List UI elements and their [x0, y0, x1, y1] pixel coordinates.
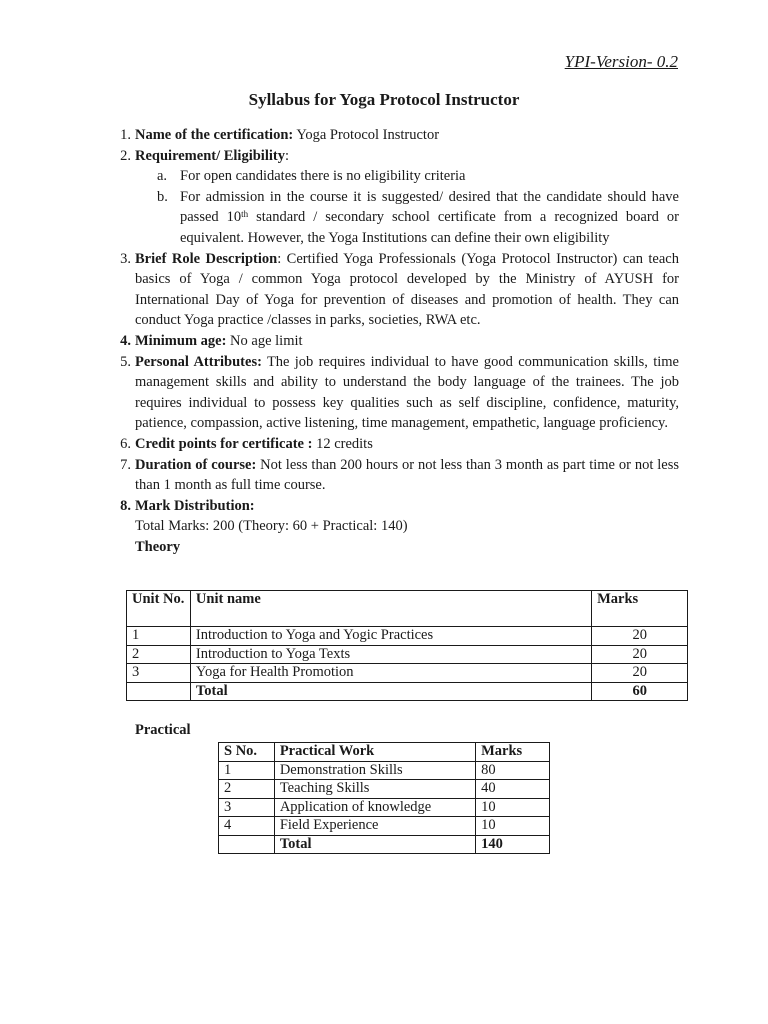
cell-empty — [219, 835, 275, 854]
item-number: 2. — [120, 147, 131, 164]
cell-s-no: 2 — [219, 780, 275, 799]
list-item-mark-distribution — [107, 496, 679, 517]
cell-s-no: 4 — [219, 817, 275, 836]
item-text: : Certified Yoga Professionals (Yoga Protocol Instructor) can teach basics of Yoga / common Yoga protocol developed by the Ministry of AYUSH for International Day of Yoga for prevention of diseases and promotion of health. They can conduct Yoga practice /classes in parks, societies, RWA etc. — [135, 250, 679, 329]
item-text: Yoga Protocol Instructor — [293, 127, 440, 143]
header-practical-work: Practical Work — [274, 743, 475, 762]
superscript: th — [241, 209, 249, 220]
header-unit-name: Unit name — [190, 591, 591, 627]
header-s-no: S No. — [219, 743, 275, 762]
item-text: No age limit — [226, 332, 303, 349]
item-label: Credit points for certificate : — [135, 435, 313, 452]
sub-item-letter: b. — [157, 188, 168, 205]
cell-unit-name: Yoga for Health Promotion — [190, 664, 591, 683]
cell-total-label: Total — [190, 682, 591, 701]
list-item-role-description — [107, 249, 679, 331]
header-marks: Marks — [592, 591, 688, 627]
sub-item-open-candidates — [107, 166, 679, 187]
list-item-credit-points — [107, 434, 679, 455]
sub-item-text: For admission in the course it is suggested/ desired that the candidate should have passed 10 — [180, 188, 679, 226]
cell-unit-no: 2 — [127, 645, 191, 664]
sub-item-text-cont: standard / secondary school certificate from a recognized board or equivalent. However, the Yoga Institutions can define their own eligibility — [180, 209, 679, 246]
item-number: 5. — [120, 353, 131, 370]
table-row — [219, 817, 550, 836]
list-item-personal-attributes — [107, 352, 679, 434]
item-text: : — [284, 147, 290, 164]
item-number: 7. — [120, 456, 131, 473]
cell-marks: 10 — [476, 817, 550, 836]
list-item-certification-name — [107, 125, 679, 146]
item-label: Minimum age: — [135, 332, 227, 349]
cell-marks: 20 — [592, 627, 688, 646]
item-label: Mark Distribution: — [135, 497, 255, 514]
table-row — [219, 761, 550, 780]
item-number: 4. — [120, 332, 131, 349]
item-text: The job requires individual to have good communication skills, time management skills and ability to understand the body language of the trainees. The job requires individual to possess key qualities such as self discipline, confidence, maturity, patience, compassion, active listening, time management, empathetic, language proficiency. — [135, 353, 679, 432]
list-item-minimum-age — [107, 331, 679, 352]
table-total-row — [127, 682, 688, 701]
cell-unit-name: Introduction to Yoga Texts — [190, 645, 591, 664]
list-item-eligibility — [107, 146, 679, 167]
table-header-row — [219, 743, 550, 762]
table-row — [127, 664, 688, 683]
cell-practical-work: Field Experience — [274, 817, 475, 836]
sub-item-letter: a. — [157, 168, 168, 185]
item-label: Name of the certification: — [135, 127, 294, 143]
cell-practical-work: Teaching Skills — [274, 780, 475, 799]
item-text: Not less than 200 hours or not less than 3 month as part time or not less than 1 month as full time course. — [135, 456, 679, 494]
table-header-row — [127, 591, 688, 627]
header-marks: Marks — [476, 743, 550, 762]
item-label: Duration of course: — [135, 456, 257, 473]
item-number: 1. — [120, 127, 131, 143]
cell-marks: 10 — [476, 798, 550, 817]
cell-s-no: 3 — [219, 798, 275, 817]
header-unit-no: Unit No. — [127, 591, 191, 627]
cell-empty — [127, 682, 191, 701]
item-label: Brief Role Description — [135, 250, 278, 267]
cell-total-value: 140 — [476, 835, 550, 854]
cell-marks: 40 — [476, 780, 550, 799]
cell-total-value: 60 — [592, 682, 688, 701]
item-text: 12 credits — [312, 435, 373, 452]
practical-heading: Practical — [135, 722, 191, 738]
cell-marks: 80 — [476, 761, 550, 780]
cell-total-label: Total — [274, 835, 475, 854]
list-item-duration — [107, 455, 679, 496]
syllabus-list — [107, 125, 679, 557]
cell-unit-name: Introduction to Yoga and Yogic Practices — [190, 627, 591, 646]
theory-heading: Theory — [135, 538, 181, 555]
total-marks-line: Total Marks: 200 (Theory: 60 + Practical: 140) — [135, 518, 408, 535]
cell-practical-work: Demonstration Skills — [274, 761, 475, 780]
sub-item-text: For open candidates there is no eligibility criteria — [180, 168, 466, 185]
cell-unit-no: 3 — [127, 664, 191, 683]
table-row — [219, 798, 550, 817]
cell-unit-no: 1 — [127, 627, 191, 646]
cell-marks: 20 — [592, 664, 688, 683]
cell-s-no: 1 — [219, 761, 275, 780]
item-number: 3. — [120, 250, 131, 267]
table-row — [219, 780, 550, 799]
table-row — [127, 645, 688, 664]
page-title: Syllabus for Yoga Protocol Instructor — [248, 90, 520, 109]
theory-table — [126, 590, 688, 701]
cell-marks: 20 — [592, 645, 688, 664]
item-number: 6. — [120, 435, 131, 452]
item-number: 8. — [120, 497, 131, 514]
sub-item-admission — [107, 187, 679, 249]
version-label: YPI-Version- 0.2 — [564, 52, 678, 71]
item-label: Personal Attributes: — [135, 353, 262, 370]
practical-table — [218, 742, 550, 854]
table-row — [127, 627, 688, 646]
table-total-row — [219, 835, 550, 854]
cell-practical-work: Application of knowledge — [274, 798, 475, 817]
item-label: Requirement/ Eligibility — [135, 147, 285, 164]
